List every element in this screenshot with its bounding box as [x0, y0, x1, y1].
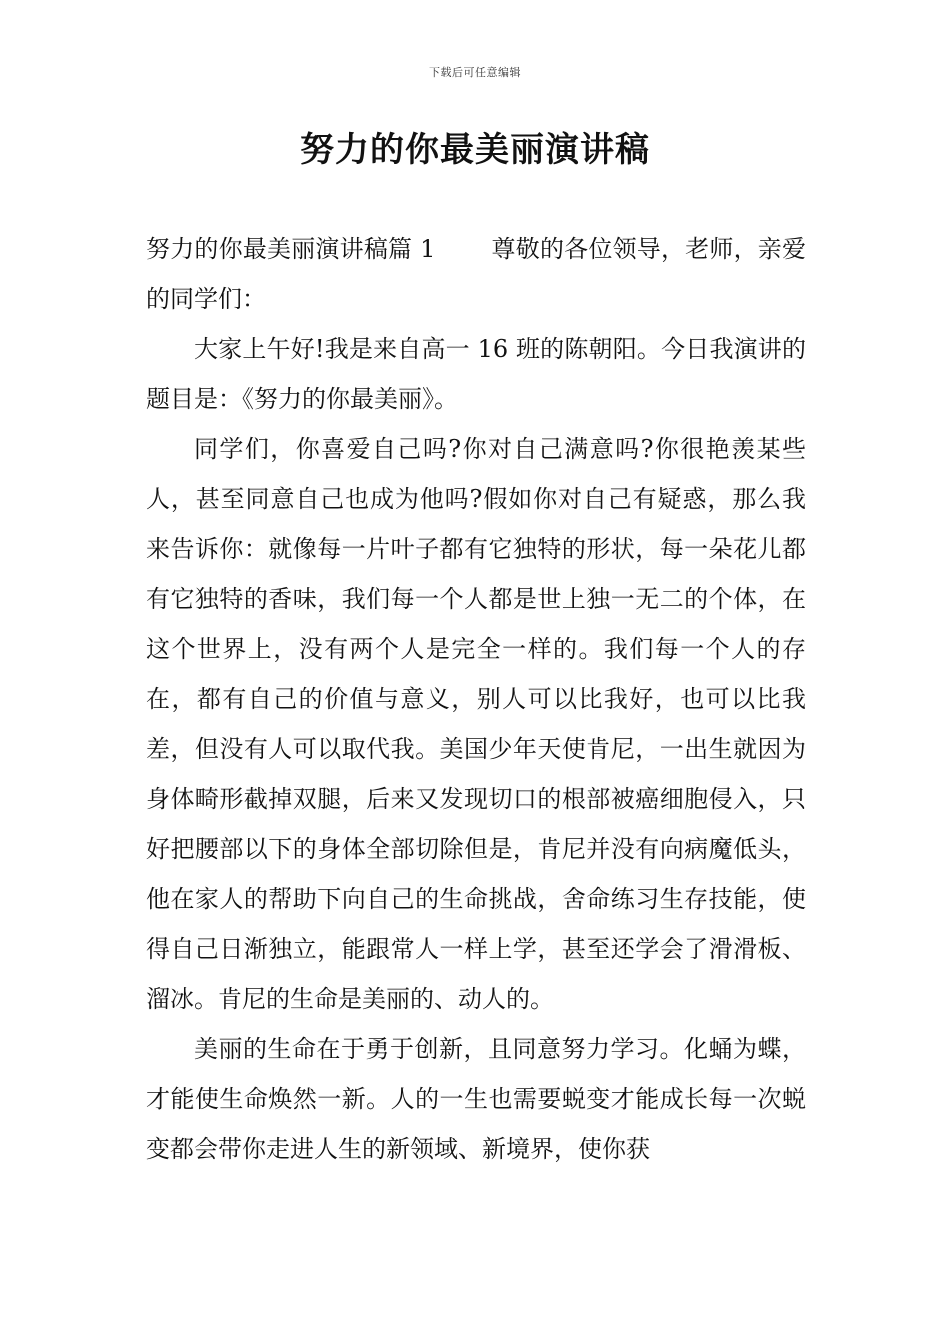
body-paragraph-2: 同学们，你喜爱自己吗?你对自己满意吗?你很艳羡某些人，甚至同意自己也成为他吗?假如你对自己有疑惑，那么我来告诉你：就像每一片叶子都有它独特的形状，每一朵花儿都有它独特的香味，我们每一个人都是世上独一无二的个体，在这个世界上，没有两个人是完全一样的。我们每一个人的存在，都有自己的价值与意义，别人可以比我好，也可以比我差，但没有人可以取代我。美国少年天使肯尼，一出生就因为身体畸形截掉双腿，后来又发现切口的根部被癌细胞侵入，只好把腰部以下的身体全部切除但是，肯尼并没有向病魔低头，他在家人的帮助下向自己的生命挑战，舍命练习生存技能，使得自己日渐独立，能跟常人一样上学，甚至还学会了滑滑板、溜冰。肯尼的生命是美丽的、动人的。 — [146, 435, 806, 1013]
intro-salutation: 尊敬的各位领导，老师，亲爱的同学们： — [146, 235, 806, 313]
intro-paragraph — [146, 224, 806, 324]
body-paragraph-1: 大家上午好!我是来自高一 16 班的陈朝阳。今日我演讲的题目是：《努力的你最美丽》。 — [146, 335, 806, 413]
intro-heading: 努力的你最美丽演讲稿篇 1 — [146, 235, 436, 263]
document-title: 努力的你最美丽演讲稿 — [300, 130, 650, 170]
header-note: 下载后可任意编辑 — [429, 66, 521, 79]
document-body — [146, 224, 806, 1174]
body-paragraph-3: 美丽的生命在于勇于创新，且同意努力学习。化蛹为蝶，才能使生命焕然一新。人的一生也需要蜕变才能成长每一次蜕变都会带你走进人生的新领域、新境界，使你获 — [146, 1035, 806, 1163]
